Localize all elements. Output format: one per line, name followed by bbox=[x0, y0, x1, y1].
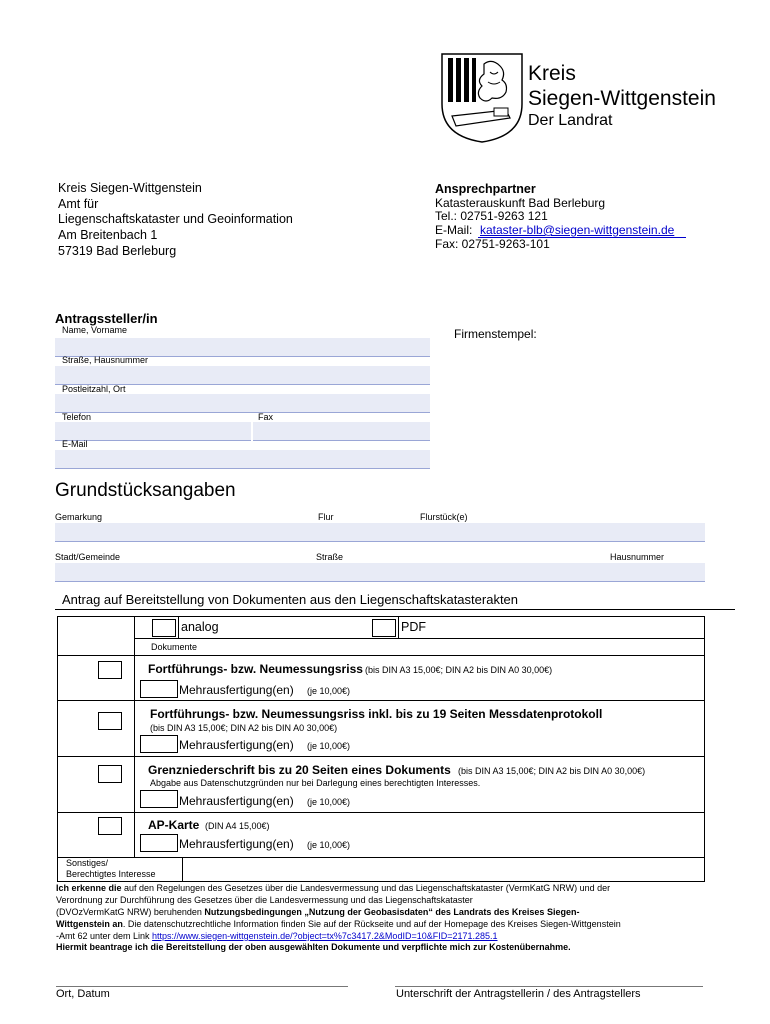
item4-title: AP-Karte bbox=[148, 818, 200, 832]
address-line-1: Kreis Siegen-Wittgenstein bbox=[58, 181, 202, 195]
fax-label: Fax bbox=[258, 412, 274, 422]
address-line-3: Liegenschaftskataster und Geoinformation bbox=[58, 212, 293, 226]
stadt-label: Stadt/Gemeinde bbox=[55, 552, 121, 562]
item3-checkbox[interactable] bbox=[98, 765, 122, 783]
gemarkung-field[interactable] bbox=[55, 523, 705, 542]
other-field[interactable] bbox=[183, 858, 704, 881]
footer-line-6: Hiermit beantrage ich die Bereitstellung der oben ausgewählten Dokumente und verpflichte mich zur Kostenübernahme. bbox=[56, 942, 571, 952]
item2-price: (bis DIN A3 15,00€; DIN A2 bis DIN A0 30,00€) bbox=[150, 723, 338, 733]
place-date-label: Ort, Datum bbox=[56, 988, 110, 1000]
item1-multi-label: Mehrausfertigung(en) bbox=[179, 683, 294, 697]
footer-line-1: Ich erkenne die auf den Regelungen des Gesetzes über die Landesvermessung und das Liegenschaftskataster (VermKatG NRW) und der bbox=[56, 883, 611, 893]
item1-title: Fortführungs- bzw. Neumessungsriss bbox=[148, 662, 363, 676]
item4-checkbox[interactable] bbox=[98, 817, 122, 835]
address-line-2: Amt für bbox=[58, 197, 99, 211]
item3-title: Grenzniederschrift bis zu 20 Seiten eines Dokuments bbox=[148, 763, 451, 777]
street-label: Straße, Hausnummer bbox=[62, 355, 149, 365]
table-col-divider bbox=[134, 616, 135, 858]
address-line-5: 57319 Bad Berleburg bbox=[58, 244, 177, 258]
contact-office: Katasterauskunft Bad Berleburg bbox=[435, 196, 606, 210]
street-field[interactable] bbox=[55, 366, 430, 385]
table-row-line bbox=[57, 812, 705, 813]
item1-multi-price: (je 10,00€) bbox=[307, 686, 351, 696]
item1-price: (bis DIN A3 15,00€; DIN A2 bis DIN A0 30,00€) bbox=[365, 665, 553, 675]
request-title-rule bbox=[55, 609, 735, 610]
item2-checkbox[interactable] bbox=[98, 712, 122, 730]
zip-label: Postleitzahl, Ort bbox=[62, 384, 126, 394]
logo-line-2: Siegen-Wittgenstein bbox=[528, 87, 716, 110]
item1-checkbox[interactable] bbox=[98, 661, 122, 679]
name-label: Name, Vorname bbox=[62, 325, 128, 335]
stadt-field[interactable] bbox=[55, 563, 705, 582]
table-row-line bbox=[57, 756, 705, 757]
analog-divider bbox=[178, 616, 179, 638]
homepage-link[interactable]: https://www.siegen-wittgenstein.de/?object=tx%7c3417.2&ModID=10&FID=2171.285.1 bbox=[152, 931, 498, 941]
zip-field[interactable] bbox=[55, 394, 430, 413]
analog-label: analog bbox=[181, 620, 219, 634]
pdf-checkbox[interactable] bbox=[372, 619, 396, 637]
contact-tel: Tel.: 02751-9263 121 bbox=[435, 209, 548, 223]
footer-line-3: (DVOzVermKatG NRW) beruhenden Nutzungsbedingungen „Nutzung der Geobasisdaten“ des Landrats des Kreises Siegen- bbox=[56, 907, 580, 917]
table-row-line bbox=[57, 655, 705, 656]
place-date-line bbox=[56, 986, 348, 987]
item3-multi-input[interactable] bbox=[140, 790, 178, 808]
strasse-label: Straße bbox=[316, 552, 344, 562]
item2-title: Fortführungs- bzw. Neumessungsriss inkl. bis zu 19 Seiten Messdatenprotokoll bbox=[150, 707, 603, 721]
property-title: Grundstücksangaben bbox=[55, 480, 236, 501]
item2-multi-label: Mehrausfertigung(en) bbox=[179, 738, 294, 752]
coat-of-arms-logo bbox=[440, 52, 524, 144]
item4-multi-price: (je 10,00€) bbox=[307, 840, 351, 850]
item1-multi-input[interactable] bbox=[140, 680, 178, 698]
logo-line-3: Der Landrat bbox=[528, 112, 613, 129]
item3-multi-price: (je 10,00€) bbox=[307, 797, 351, 807]
item3-price: (bis DIN A3 15,00€; DIN A2 bis DIN A0 30,00€) bbox=[458, 766, 646, 776]
email-field[interactable] bbox=[55, 450, 430, 469]
contact-title: Ansprechpartner bbox=[435, 182, 536, 196]
gemarkung-label: Gemarkung bbox=[55, 512, 103, 522]
pdf-label: PDF bbox=[401, 620, 426, 634]
pdf-divider bbox=[398, 616, 399, 638]
request-title: Antrag auf Bereitstellung von Dokumenten aus den Liegenschaftskatasterakten bbox=[62, 592, 519, 607]
footer-line-2: Verordnung zur Durchführung des Gesetzes über die Landesvermessung und das Liegenschaftskataster bbox=[56, 895, 473, 905]
other-label-1: Sonstiges/ bbox=[66, 858, 109, 868]
address-line-4: Am Breitenbach 1 bbox=[58, 228, 158, 242]
fax-field[interactable] bbox=[253, 422, 430, 441]
documents-label: Dokumente bbox=[151, 642, 198, 652]
item4-multi-input[interactable] bbox=[140, 834, 178, 852]
item4-multi-label: Mehrausfertigung(en) bbox=[179, 837, 294, 851]
item2-multi-price: (je 10,00€) bbox=[307, 741, 351, 751]
item4-price: (DIN A4 15,00€) bbox=[205, 821, 270, 831]
analog-checkbox[interactable] bbox=[152, 619, 176, 637]
phone-label: Telefon bbox=[62, 412, 92, 422]
hausnummer-label: Hausnummer bbox=[610, 552, 665, 562]
item3-multi-label: Mehrausfertigung(en) bbox=[179, 794, 294, 808]
table-row-line bbox=[57, 700, 705, 701]
contact-fax: Fax: 02751-9263-101 bbox=[435, 237, 550, 251]
contact-email-label: E-Mail: bbox=[435, 223, 473, 237]
contact-email-link[interactable]: kataster-blb@siegen-wittgenstein.de bbox=[480, 223, 675, 237]
item2-multi-input[interactable] bbox=[140, 735, 178, 753]
applicant-title: Antragssteller/in bbox=[55, 311, 158, 326]
footer-line-4: Wittgenstein an. Die datenschutzrechtliche Information finden Sie auf der Rückseite und auf der Homepage des Kreises Siegen-Wittgenstein bbox=[56, 919, 621, 929]
signature-label: Unterschrift der Antragstellerin / des Antragstellers bbox=[396, 988, 641, 1000]
email-label: E-Mail bbox=[62, 439, 88, 449]
item3-note: Abgabe aus Datenschutzgründen nur bei Darlegung eines berechtigten Interesses. bbox=[150, 778, 481, 788]
logo-line-1: Kreis bbox=[528, 62, 576, 85]
flurstueck-label: Flurstück(e) bbox=[420, 512, 468, 522]
other-label-2: Berechtigtes Interesse bbox=[66, 869, 156, 879]
footer-line-5: -Amt 62 unter dem Link https://www.siegen-wittgenstein.de/?object=tx%7c3417.2&ModID=10&FID=2171.285.1 bbox=[56, 931, 498, 941]
table-row-line bbox=[134, 638, 705, 639]
flur-label: Flur bbox=[318, 512, 334, 522]
stamp-label: Firmenstempel: bbox=[454, 327, 537, 341]
signature-line bbox=[395, 986, 703, 987]
